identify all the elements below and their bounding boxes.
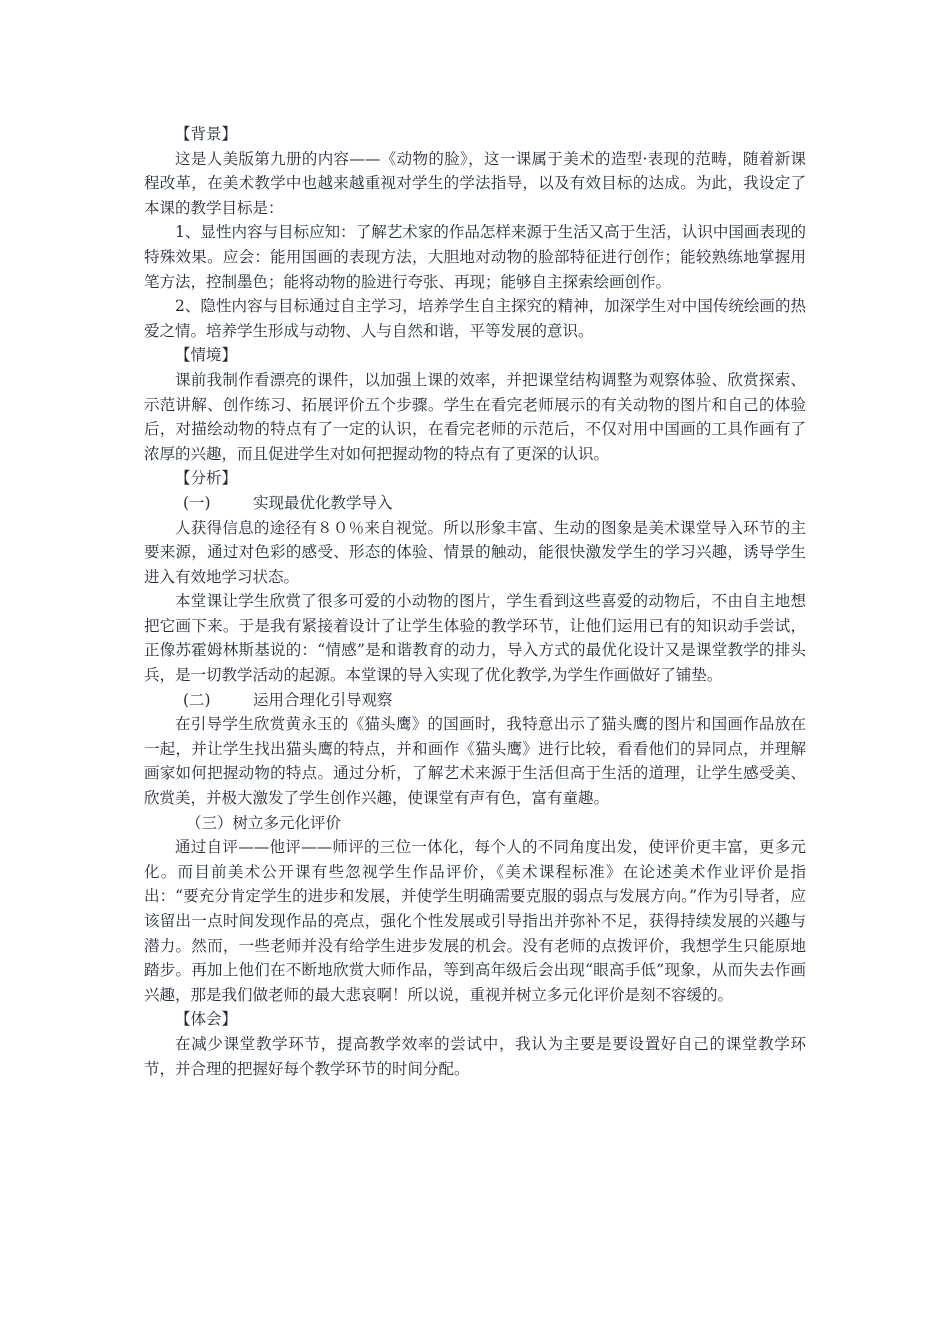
- paragraph: 这是人美版第九册的内容——《动物的脸》，这一课属于美术的造型·表现的范畴，随着新课程改革，在美术教学中也越来越重视对学生的学法指导，以及有效目标的达成。为此，我设定了本课的教学目标是：: [144, 149, 806, 217]
- subsection-number: (一): [183, 493, 211, 512]
- paragraph: 课前我制作看漂亮的课件，以加强上课的效率，并把课堂结构调整为观察体验、欣赏探索、示范讲解、创作练习、拓展评价五个步骤。学生在看完老师展示的有关动物的图片和自己的体验后，对描绘动物的特点有了一定的认识，在看完老师的示范后，不仅对用中国画的工具作画有了浓厚的兴趣，而且促进学生对如何把握动物的特点有了更深的认识。: [144, 370, 806, 463]
- section-heading-situation: 【情境】: [175, 346, 238, 365]
- paragraph: 通过自评——他评——师评的三位一体化，每个人的不同角度出发，使评价更丰富，更多元化。而目前美术公开课有些忽视学生作品评价，《美术课程标准》在论述美术作业评价是指出：“要充分肯定学生的进步和发展，并使学生明确需要克服的弱点与发展方向。”作为引导者，应该留出一点时间发现作品的亮点，强化个性发展或引导指出并弥补不足，获得持续发展的兴趣与潜力。然而，一些老师并没有给学生进步发展的机会。没有老师的点拨评价，我想学生只能原地踏步。再加上他们在不断地欣赏大师作品，等到高年级后会出现“眼高手低”现象，从而失去作画兴趣，那是我们做老师的最大悲哀啊！所以说，重视并树立多元化评价是刻不容缓的。: [144, 838, 806, 1004]
- subsection-title: 实现最优化教学导入: [253, 493, 393, 512]
- subsection-title: 运用合理化引导观察: [253, 690, 393, 709]
- paragraph: 在减少课堂教学环节，提高教学效率的尝试中，我认为主要是要设置好自己的课堂教学环节，并合理的把握好每个教学环节的时间分配。: [144, 1034, 806, 1078]
- paragraph: 在引导学生欣赏黄永玉的《猫头鹰》的国画时，我特意出示了猫头鹰的图片和国画作品放在一起，并让学生找出猫头鹰的特点，并和画作《猫头鹰》进行比较，看看他们的异同点，并理解画家如何把握动物的特点。通过分析，了解艺术来源于生活但高于生活的道理，让学生感受美、欣赏美，并极大激发了学生创作兴趣，使课堂有声有色，富有童趣。: [144, 715, 806, 808]
- subsection-heading-3: （三）树立多元化评价: [186, 813, 342, 832]
- paragraph: 2、隐性内容与目标通过自主学习，培养学生自主探究的精神，加深学生对中国传统绘画的热爱之情。培养学生形成与动物、人与自然和谐，平等发展的意识。: [144, 297, 806, 340]
- paragraph: 人获得信息的途径有８０％来自视觉。所以形象丰富、生动的图象是美术课堂导入环节的主要来源，通过对色彩的感受、形态的体验、情景的触动，能很快激发学生的学习兴趣，诱导学生进入有效地学习状态。: [144, 518, 806, 586]
- paragraph: 1、显性内容与目标应知：了解艺术家的作品怎样来源于生活又高于生活，认识中国画表现的特殊效果。应会：能用国画的表现方法，大胆地对动物的脸部特征进行创作；能较熟练地掌握用笔方法，控制墨色；能将动物的脸进行夸张、再现；能够自主探索绘画创作。: [144, 223, 806, 291]
- document-body: [144, 122, 806, 1081]
- subsection-heading-1: [144, 491, 806, 516]
- section-heading-reflection: 【体会】: [175, 1010, 238, 1029]
- section-heading-analysis: 【分析】: [175, 469, 238, 488]
- section-heading-background: 【背景】: [175, 125, 238, 143]
- paragraph: 本堂课让学生欣赏了很多可爱的小动物的图片，学生看到这些喜爱的动物后，不由自主地想把它画下来。于是我有紧接着设计了让学生体验的教学环节，让他们运用已有的知识动手尝试，正像苏霍姆林斯基说的：“情感”是和谐教育的动力，导入方式的最优化设计又是课堂教学的排头兵，是一切教学活动的起源。本堂课的导入实现了优化教学,为学生作画做好了铺垫。: [144, 592, 806, 685]
- subsection-number: (二): [183, 690, 211, 709]
- subsection-heading-2: [144, 688, 806, 713]
